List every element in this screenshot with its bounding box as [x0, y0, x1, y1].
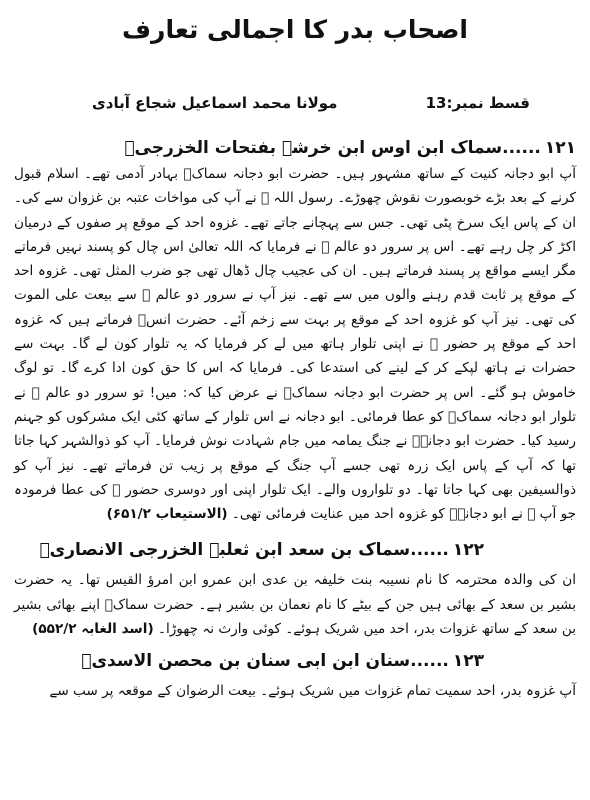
section-reference: (الاستیعاب ۶۵۱/۲)	[106, 506, 228, 523]
section-dots: ......	[502, 138, 541, 158]
section-number: ۱۲۱	[544, 138, 576, 158]
section-body-text: آپ غزوہ بدر، احد سمیت تمام غزوات میں شریک ہوئے۔ بیعت الرضوان کے موقعہ پر سب سے	[49, 683, 576, 700]
section-heading-121	[14, 134, 576, 162]
section-body-122	[14, 568, 576, 641]
section-title: سماک ابن اوس ابن خرشہ بفتحات الخزرجیؓ	[124, 138, 503, 158]
section-reference: (اسد الغابہ ۵۵۲/۲)	[32, 621, 154, 638]
section-number: ۱۲۳	[452, 651, 484, 672]
episode-label: قسط نمبر:13	[425, 94, 530, 112]
article-title: اصحاب بدر کا اجمالی تعارف	[122, 15, 468, 44]
section-body-text: آپ ابو دجانہ کنیت کے ساتھ مشہور ہیں۔ حضرت ابو دجانہ سماکؓ بہادر آدمی تھے۔ اسلام قبول کرنے کے بعد بڑے خوبصورت نقوش چھوڑے۔ رسول اللہ ﷺ نے آپ کی مواخات عتبہ بن غزوان سے کی۔ ان کے پاس ایک سرخ پٹی تھی۔ جس سے پہچانے جاتے تھے۔ غزوہ احد کے موقع پر صفوں کے درمیان اکڑ کر چل رہے تھے۔ اس پر سرور دو عالم ﷺ نے فرمایا کہ اللہ تعالیٰ اس چال کو پسند نہیں فرماتے مگر ایسے مواقع پر پسند فرماتے ہیں۔ ان کی عجیب چال ڈھال تھی جو ضرب المثل تھی۔ غزوہ احد کے موقع پر ثابت قدم رہنے والوں میں سے تھے۔ نیز آپ نے سرور دو عالم ﷺ سے بیعت علی الموت کی تھی۔ نیز آپ کو غزوہ احد کے موقع پر بہت سے زخم آئے۔ حضرت انسؓ فرماتے ہیں کہ غزوہ احد کے موقع پر حضور ﷺ نے اپنی تلوار ہاتھ میں لے کر فرمایا کہ یہ تلوار کون لے گا۔ بہت سے حضرات نے ہاتھ لپکے کر کے لینے کی استدعا کی۔ فرمایا کہ اس کا حق کون ادا کرے گا۔ تو لوگ خاموش ہو گئے۔ اس پر حضرت ابو دجانہ سماکؓ نے عرض کیا کہ: میں! تو سرور دو عالم ﷺ نے تلوار ابو دجانہ سماکؓ کو عطا فرمائی۔ ابو دجانہ نے اس تلوار کے ساتھ کئی ایک مشرکوں کو جہنم رسید کیا۔ حضرت ابو دجانہؓ نے جنگ یمامہ میں جام شہادت نوش فرمایا۔ آپ کو ذوالشہر کہا جاتا تھا کہ آپ کے پاس ایک زرہ تھی جسے آپ جنگ کے موقع پر زیب تن فرماتے تھے۔ نیز آپ کو ذوالسیفین بھی کہا جاتا تھا۔ دو تلواروں والے۔ ایک تلوار اپنی اور دوسری حضور ﷺ کی عطا فرمودہ جو آپ ﷺ نے ابو دجانہؓ کو غزوہ احد میں عنایت فرمائی تھی۔	[14, 166, 576, 523]
section-body-121	[14, 162, 576, 526]
section-body-123	[14, 679, 576, 703]
section-number: ۱۲۲	[452, 540, 484, 561]
section-heading-122	[14, 536, 484, 564]
author-name: مولانا محمد اسماعیل شجاع آبادی	[92, 94, 338, 112]
section-dots: ......	[410, 651, 449, 672]
section-dots: ......	[410, 540, 449, 561]
section-heading-123	[14, 647, 484, 675]
article-meta	[14, 94, 576, 130]
section-body-text: ان کی والدہ محترمہ کا نام نسیبہ بنت خلیفہ بن عدی ابن عمرو ابن امرؤ القیس تھا۔ یہ حضرت بشیر بن سعد کے بھائی ہیں جن کے بیٹے کا نام نعمان بن بشیر ہے۔ حضرت سماکؓ اپنے بھائی بشیر بن سعد کے ساتھ غزوات بدر، احد میں شریک ہوئے۔ کوئی وارث نہ چھوڑا۔	[14, 572, 576, 638]
section-title: سنان ابن ابی سنان بن محصن الاسدیؓ	[81, 651, 411, 672]
section-title: سماک بن سعد ابن ثعلبہ الخزرجی الانصاریؓ	[39, 540, 411, 561]
